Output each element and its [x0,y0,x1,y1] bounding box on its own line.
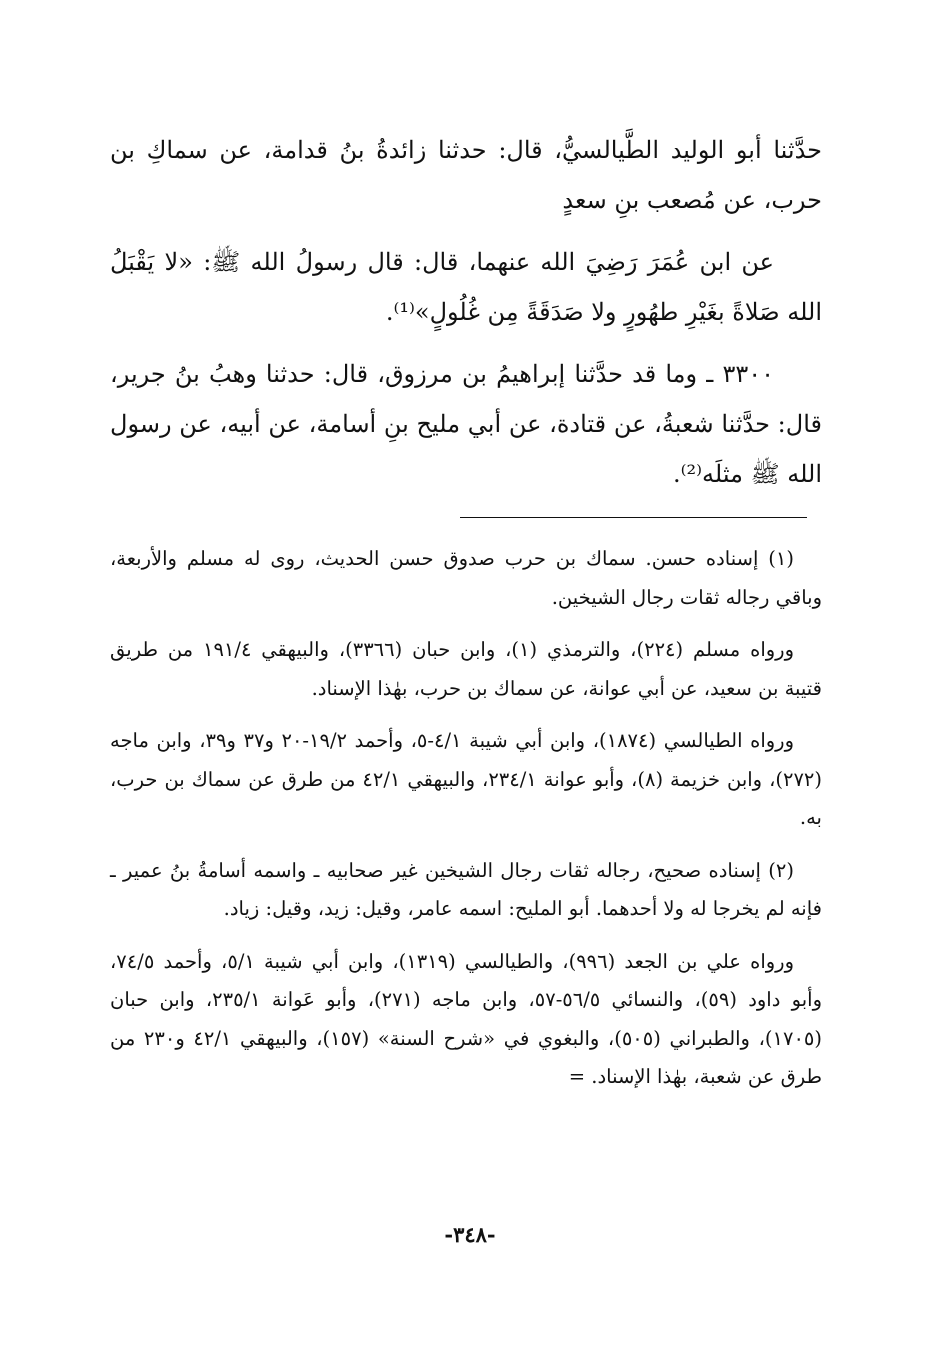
footnote-2: (٢) إسناده صحيح، رجاله ثقات رجال الشيخين غير صحابيه ـ واسمه أسامةُ بنُ عمير ـ فإنه لم يخرجا له ولا أحدهما. أبو المليح: اسمه عامر، وقيل: زيد، وقيل: زياد. [110,858,822,920]
hadith-text-paragraph: عن ابن عُمَرَ رَضِيَ الله عنهما، قال: قال رسولُ الله ﷺ: «لا يَقْبَلُ الله صَلاةً بغَيْرِ طهُورٍ ولا صَدَقَةً مِن غُلُولٍ»⁽¹⁾. [110,248,822,326]
hadith-chain-paragraph: حدَّثنا أبو الوليد الطَّيالسيُّ، قال: حدثنا زائدةُ بنُ قدامة، عن سماكِ بن حرب، عن مُصعب بنِ سعدٍ [110,136,822,214]
footnote-1-continuation: ورواه الطيالسي (١٨٧٤)، وابن أبي شيبة ٤/١-٥، وأحمد ١٩/٢-٢٠ و٣٧ و٣٩، وابن ماجه (٢٧٢)، وابن خزيمة (٨)، وأبو عوانة ٢٣٤/١، والبيهقي ٤٢/١ من طرق عن سماك بن حرب، به. [110,729,823,829]
footnote-separator [460,517,807,518]
footnotes [110,540,822,1111]
main-text [110,125,822,511]
hadith-3300-paragraph: ٣٣٠٠ ـ وما قد حدَّثنا إبراهيمُ بن مرزوق، قال: حدثنا وهبُ بنُ جرير، قال: حدَّثنا شعبةُ، عن قتادة، عن أبي مليح بنِ أسامة، عن أبيه، عن رسول الله ﷺ مثلَه⁽²⁾. [110,360,822,488]
footnote-2-continuation: ورواه علي بن الجعد (٩٩٦)، والطيالسي (١٣١٩)، وابن أبي شيبة ٥/١، وأحمد ٧٤/٥، وأبو داود (٥٩)، والنسائي ٥٦/٥-٥٧، وابن ماجه (٢٧١)، وأبو عَوانة ٢٣٥/١، وابن حبان (١٧٠٥)، والطبراني (٥٠٥)، والبغوي في «شرح السنة» (١٥٧)، والبيهقي ٤٢/١ و٢٣٠ من طرق عن شعبة، بهٰذا الإسناد. = [110,949,823,1088]
footnote-1: (١) إسناده حسن. سماك بن حرب صدوق حسن الحديث، روى له مسلم والأربعة، وباقي رجاله ثقات رجال الشيخين. [110,547,822,609]
page-number: -٣٤٨- [444,1222,496,1247]
footnote-1-continuation: ورواه مسلم (٢٢٤)، والترمذي (١)، وابن حبان (٣٣٦٦)، والبيهقي ١٩١/٤ من طريق قتيبة بن سعيد، عن أبي عوانة، عن سماك بن حرب، بهٰذا الإسناد. [110,638,822,700]
